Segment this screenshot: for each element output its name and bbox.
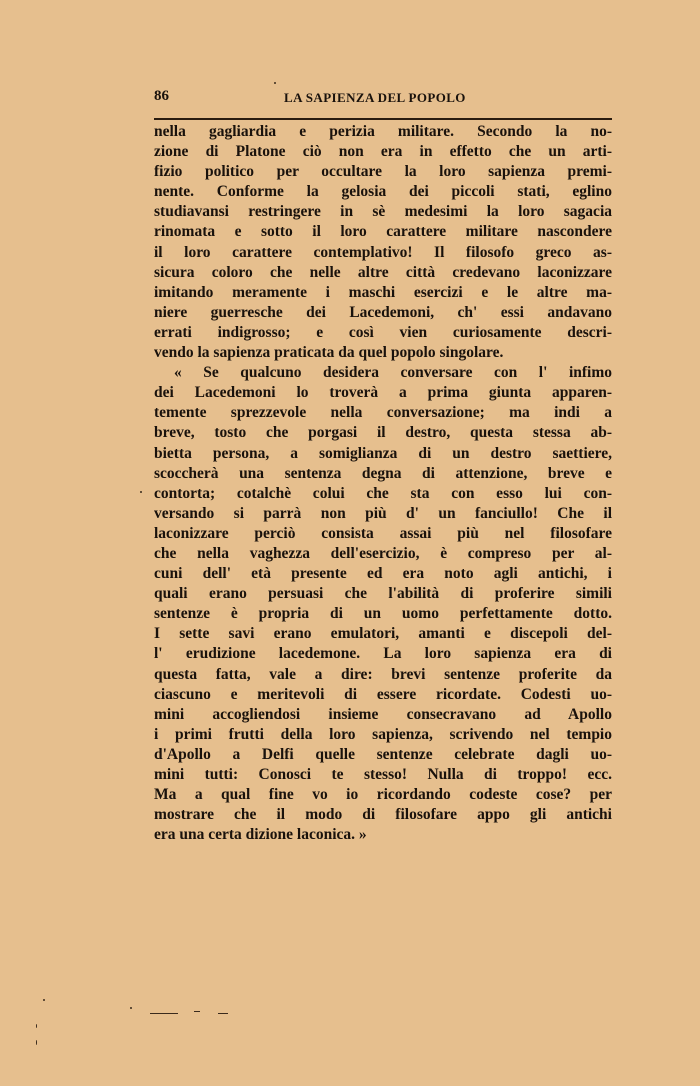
text-line: era una certa dizione laconica. » (154, 826, 367, 844)
text-line: nella gagliardia e perizia militare. Secondo la no- (154, 123, 612, 140)
page-header (154, 88, 612, 112)
text-line: breve, tosto che porgasi il destro, questa stessa ab- (154, 424, 612, 442)
text-line: sentenze è propria di un uomo perfettamente dotto. (154, 605, 612, 623)
scan-speck (140, 491, 142, 493)
text-line: i primi frutti della loro sapienza, scrivendo nel tempio (154, 725, 612, 743)
scan-speck (36, 1024, 37, 1028)
text-line: il loro carattere contemplativo! Il filosofo greco as- (154, 243, 612, 261)
scan-mark (218, 1013, 228, 1014)
text-line: errati indigrosso; e così vien curiosamente descri- (154, 323, 612, 341)
page-number: 86 (154, 88, 169, 104)
text-line: che nella vaghezza dell'esercizio, è compreso per al- (154, 544, 612, 562)
text-line: mini tutti: Conosci te stesso! Nulla di troppo! ecc. (154, 766, 612, 783)
text-line: vendo la sapienza praticata da quel popolo singolare. (154, 344, 504, 362)
text-line: d'Apollo a Delfi quelle sentenze celebrate dagli uo- (154, 745, 612, 763)
text-line: zione di Platone ciò non era in effetto che un arti- (154, 143, 612, 161)
text-line: questa fatta, vale a dire: brevi sentenze proferite da (154, 665, 612, 683)
running-head: LA SAPIENZA DEL POPOLO (284, 90, 466, 105)
text-line: dei Lacedemoni lo troverà a prima giunta apparen- (154, 384, 612, 402)
text-line: cuni dell' età presente ed era noto agli antichi, i (154, 565, 612, 583)
text-line: contorta; cotalchè colui che sta con esso lui con- (154, 484, 612, 502)
text-line: temente sprezzevole nella conversazione; ma indi a (154, 404, 612, 422)
header-rule (154, 118, 612, 120)
text-line: scoccherà una sentenza degna di attenzione, breve e (154, 464, 612, 482)
text-line: quali erano persuasi che l'abilità di proferire simili (154, 585, 612, 603)
text-line: bietta persona, a somiglianza di un destro saettiere, (154, 444, 612, 462)
text-line: rinomata e sotto il loro carattere militare nascondere (154, 223, 612, 241)
text-line: versando si parrà non più d' un fanciullo! Che il (154, 504, 612, 522)
text-line: « Se qualcuno desidera conversare con l' infimo (174, 364, 612, 382)
text-line: imitando meramente i maschi esercizi e le altre ma- (154, 283, 612, 301)
text-line: nente. Conforme la gelosia dei piccoli stati, eglino (154, 183, 612, 201)
text-line: studiavansi restringere in sè medesimi la loro sagacia (154, 203, 612, 221)
scan-speck (36, 1040, 37, 1045)
text-line: ciascuno e meritevoli di essere ricordate. Codesti uo- (154, 685, 612, 703)
text-line: laconizzare perciò consista assai più nel filosofare (154, 524, 612, 542)
scan-speck (274, 82, 276, 84)
scan-speck (43, 999, 45, 1001)
text-line: l' erudizione lacedemone. La loro sapienza era di (154, 645, 612, 663)
text-line: I sette savi erano emulatori, amanti e discepoli del- (154, 625, 612, 643)
text-line: niere guerresche dei Lacedemoni, ch' essi andavano (154, 303, 612, 321)
body-text (154, 122, 612, 845)
text-line: mini accogliendosi insieme consecravano ad Apollo (154, 705, 612, 723)
scan-mark (150, 1013, 178, 1014)
scan-mark (194, 1011, 200, 1012)
text-line: fizio politico per occultare la loro sapienza premi- (154, 163, 612, 181)
text-line: Ma a qual fine vo io ricordando codeste cose? per (154, 786, 612, 804)
text-line: sicura coloro che nelle altre città credevano laconizzare (154, 263, 612, 281)
scan-speck (130, 1007, 132, 1009)
text-line: mostrare che il modo di filosofare appo gli antichi (154, 806, 612, 824)
